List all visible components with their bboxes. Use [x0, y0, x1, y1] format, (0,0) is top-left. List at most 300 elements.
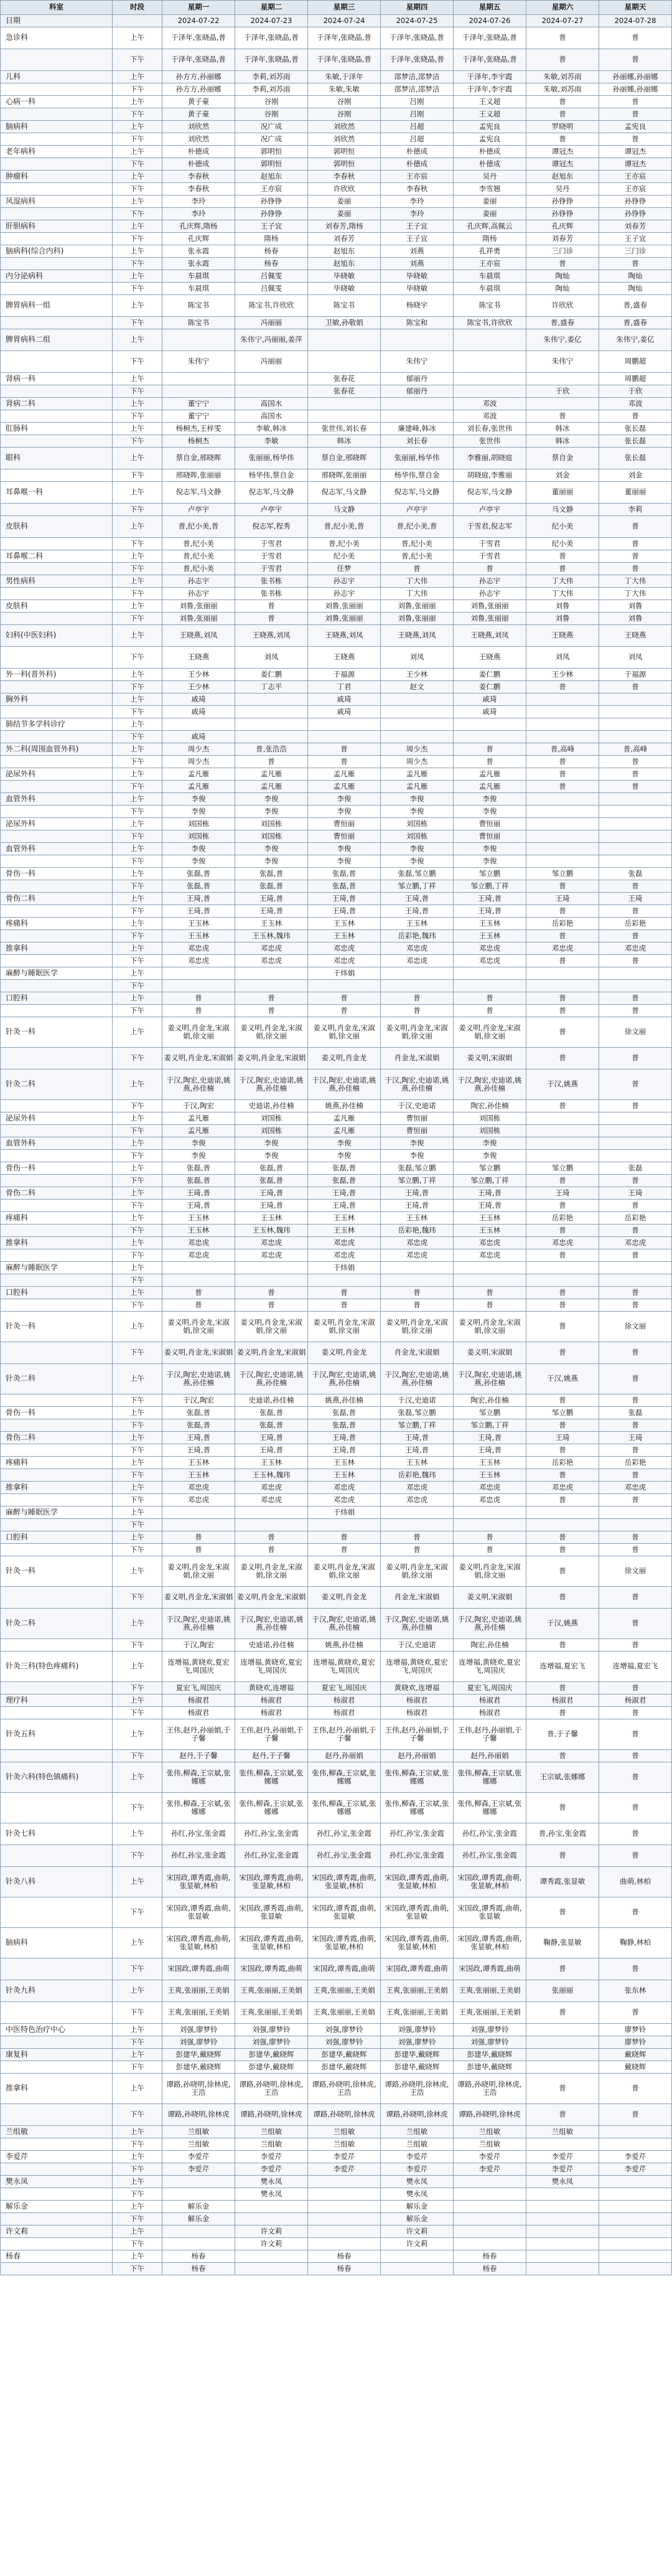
schedule-row	[1, 1793, 672, 1823]
duty-cell: 刘强,廖梦铃	[381, 2036, 454, 2049]
duty-cell: 普	[454, 992, 526, 1005]
duty-cell: 解乐金	[162, 2213, 235, 2226]
slot-cell: 下午	[113, 830, 162, 843]
duty-cell: 普	[526, 1587, 599, 1609]
duty-cell: 于汉,陶宏,史迪诺,姚燕,孙佳楠	[162, 1364, 235, 1394]
duty-cell: 廉建峰,韩冰	[381, 423, 454, 435]
duty-cell: 张伟,柳森,王宗斌,张娜娜	[381, 1793, 454, 1823]
schedule-row	[1, 270, 672, 283]
dept-cell: 血管外科	[1, 1137, 113, 1150]
dept-cell	[1, 1682, 113, 1695]
duty-cell: 罗晓明	[526, 121, 599, 133]
duty-cell	[454, 2176, 526, 2188]
duty-cell: 普	[599, 1364, 672, 1394]
duty-cell: 王琦,普	[235, 1432, 308, 1444]
duty-cell: 邹立鹏	[454, 1407, 526, 1419]
duty-cell: 邓忠虎	[235, 1494, 308, 1507]
duty-cell: 普	[526, 768, 599, 781]
duty-cell: 陈宝书,许欣欣	[235, 295, 308, 317]
duty-cell: 王琦,普	[381, 1444, 454, 1457]
duty-cell: 朴德成	[381, 158, 454, 171]
dept-cell: 针灸六科(特色镇痛科)	[1, 1762, 113, 1793]
slot-cell: 上午	[113, 516, 162, 538]
schedule-row	[1, 1125, 672, 1137]
schedule-row	[1, 980, 672, 992]
duty-cell: 普	[599, 1719, 672, 1750]
dept-cell: 杨春	[1, 2250, 113, 2263]
schedule-row	[1, 893, 672, 905]
duty-cell: 姜义明,宋淑娟	[454, 1587, 526, 1609]
duty-cell: 王琦	[599, 1187, 672, 1200]
duty-cell	[235, 693, 308, 706]
schedule-row	[1, 245, 672, 258]
duty-cell: 普	[526, 1639, 599, 1652]
duty-cell: 刘国栋	[235, 818, 308, 830]
duty-cell	[454, 2188, 526, 2201]
duty-cell: 肖金龙,宋淑娟	[381, 1048, 454, 1069]
duty-cell: 黄子豪	[162, 96, 235, 108]
duty-cell	[526, 2263, 599, 2275]
schedule-row	[1, 1394, 672, 1407]
duty-cell: 韩冰	[308, 435, 381, 448]
duty-cell	[308, 1519, 381, 1531]
duty-cell: 刘金	[599, 469, 672, 482]
duty-cell	[599, 2201, 672, 2213]
duty-cell: 姜义明,肖金龙,宋淑娟	[235, 1342, 308, 1364]
schedule-row	[1, 992, 672, 1005]
slot-cell: 下午	[113, 1249, 162, 1262]
schedule-row	[1, 1005, 672, 1017]
duty-cell: 丁大伟	[381, 575, 454, 588]
duty-cell: 普	[526, 1469, 599, 1482]
duty-cell	[526, 718, 599, 731]
duty-cell: 于雪君	[235, 538, 308, 550]
dept-cell	[1, 1005, 113, 1017]
duty-cell: 黄晓欢,连增福	[235, 1682, 308, 1695]
duty-cell: 普	[526, 96, 599, 108]
dept-cell: 骨伤二科	[1, 1432, 113, 1444]
duty-cell: 史迪诺,孙佳楠	[235, 1100, 308, 1112]
duty-cell	[381, 731, 454, 743]
duty-cell: 杨淑君	[308, 1695, 381, 1707]
duty-cell: 普	[526, 1419, 599, 1432]
schedule-row	[1, 469, 672, 482]
duty-cell: 普	[526, 27, 599, 49]
duty-cell: 刘鲁,张丽丽	[381, 613, 454, 625]
duty-cell: 连增福,黄晓欢,夏宏飞,周国庆	[162, 1652, 235, 1682]
duty-cell: 刘强,廖梦铃	[308, 2036, 381, 2049]
duty-cell: 孙红,孙宝,张金霞	[308, 1823, 381, 1845]
duty-cell: 普	[599, 905, 672, 918]
duty-cell: 杨春	[162, 2263, 235, 2275]
schedule-row	[1, 1364, 672, 1394]
schedule-row	[1, 613, 672, 625]
duty-cell: 李俊	[381, 1137, 454, 1150]
schedule-row	[1, 563, 672, 575]
dept-cell	[1, 1639, 113, 1652]
schedule-row	[1, 435, 672, 448]
duty-cell	[599, 1125, 672, 1137]
duty-cell: 普,纪小美	[162, 550, 235, 563]
schedule-row	[1, 329, 672, 351]
duty-cell: 王爽,张丽丽,王美娟	[454, 1980, 526, 2002]
duty-cell: 许欣欣	[526, 295, 599, 317]
duty-cell: 王爽,张丽丽,王美娟	[381, 1980, 454, 2002]
duty-cell: 王琦,普	[454, 905, 526, 918]
duty-cell: 王琦	[599, 1432, 672, 1444]
duty-cell: 姜义明,肖金龙,宋淑娟,徐文丽	[454, 1556, 526, 1587]
duty-cell: 樊永凤	[235, 2176, 308, 2188]
duty-cell: 王少林	[162, 681, 235, 693]
duty-cell: 张磊,普	[162, 1419, 235, 1432]
duty-cell: 刘鲁,张丽丽	[162, 600, 235, 613]
duty-cell: 普	[381, 1005, 454, 1017]
duty-cell: 于炜娟	[308, 1507, 381, 1519]
duty-cell: 普	[599, 2074, 672, 2104]
duty-cell: 于雪君	[235, 550, 308, 563]
duty-cell: 李莉,刘苏雨	[235, 71, 308, 83]
duty-cell: 宋国政,谭秀霞,曲萌	[235, 1958, 308, 1980]
duty-cell: 普	[599, 1299, 672, 1312]
duty-cell: 普	[599, 1100, 672, 1112]
duty-cell: 卢亭宇	[381, 504, 454, 516]
duty-cell: 邓忠虎	[381, 1249, 454, 1262]
duty-cell: 杨春	[235, 245, 308, 258]
schedule-row	[1, 1112, 672, 1125]
duty-cell: 谭冠杰	[526, 146, 599, 158]
schedule-row	[1, 1274, 672, 1287]
slot-cell: 下午	[113, 756, 162, 768]
duty-cell: 普,盛春	[599, 295, 672, 317]
duty-cell	[599, 706, 672, 718]
dept-cell: 急诊科	[1, 27, 113, 49]
duty-cell: 张磊,普	[235, 880, 308, 893]
dept-cell: 骨伤一科	[1, 868, 113, 880]
dept-cell	[1, 1519, 113, 1531]
duty-cell: 普	[599, 781, 672, 793]
duty-cell: 邓忠虎	[235, 1237, 308, 1249]
duty-cell: 张永霞	[162, 258, 235, 270]
schedule-row	[1, 195, 672, 208]
duty-cell: 王玉林,魏玮	[235, 1225, 308, 1237]
duty-cell: 普	[308, 1299, 381, 1312]
duty-cell: 张世伟,刘长春	[308, 423, 381, 435]
duty-cell: 孙红,孙宝,张金霞	[381, 1823, 454, 1845]
duty-cell: 王玉林	[454, 1225, 526, 1237]
schedule-row	[1, 2213, 672, 2226]
duty-cell: 普	[526, 992, 599, 1005]
duty-cell: 陶宏,孙佳楠	[454, 1394, 526, 1407]
duty-cell	[526, 2201, 599, 2213]
duty-cell: 普	[308, 743, 381, 756]
duty-cell: 张磊,普	[162, 868, 235, 880]
duty-cell	[235, 385, 308, 398]
duty-cell	[162, 385, 235, 398]
header-mon: 星期一	[162, 1, 235, 15]
duty-cell	[599, 2226, 672, 2238]
duty-cell	[599, 2188, 672, 2201]
schedule-row	[1, 2226, 672, 2238]
duty-cell: 王伟,赵丹,孙丽娟,于子馨	[454, 1719, 526, 1750]
duty-cell: 普	[381, 1544, 454, 1556]
duty-cell	[308, 2226, 381, 2238]
duty-cell: 姜义明,肖金龙,宋淑娟	[235, 1048, 308, 1069]
dept-cell: 耳鼻喉一科	[1, 482, 113, 504]
slot-cell: 上午	[113, 1457, 162, 1469]
duty-cell	[308, 2176, 381, 2188]
duty-cell: 邓忠虎	[381, 942, 454, 955]
slot-cell: 上午	[113, 818, 162, 830]
duty-cell	[526, 2049, 599, 2061]
duty-cell: 普	[599, 1200, 672, 1212]
duty-cell: 王琦,普	[454, 893, 526, 905]
duty-cell: 王琦,普	[162, 1187, 235, 1200]
slot-cell: 上午	[113, 868, 162, 880]
duty-cell: 王琦,普	[308, 893, 381, 905]
duty-cell	[381, 398, 454, 410]
duty-cell: 于炜娟	[308, 967, 381, 980]
duty-cell: 普	[599, 1609, 672, 1639]
schedule-row	[1, 2176, 672, 2188]
duty-cell: 普	[526, 1100, 599, 1112]
schedule-row	[1, 283, 672, 295]
schedule-row	[1, 1587, 672, 1609]
dept-cell	[1, 410, 113, 423]
slot-cell: 上午	[113, 550, 162, 563]
schedule-row	[1, 1845, 672, 1867]
duty-cell: 王玉林	[308, 918, 381, 930]
schedule-row	[1, 423, 672, 435]
dept-cell: 理疗科	[1, 1695, 113, 1707]
schedule-row	[1, 1980, 672, 2002]
duty-cell: 于汉,陶宏,史迪诺,姚燕,孙佳楠	[162, 1609, 235, 1639]
duty-cell: 倪志军,马文静	[235, 482, 308, 504]
schedule-row	[1, 806, 672, 818]
duty-cell: 陶宏,孙佳楠	[454, 1639, 526, 1652]
dept-cell: 针灸五科	[1, 1719, 113, 1750]
dept-cell	[1, 158, 113, 171]
duty-cell: 王玉林	[308, 1469, 381, 1482]
duty-cell: 姜义明,肖金龙,宋淑娟,徐文丽	[308, 1312, 381, 1342]
duty-cell: 普	[599, 1048, 672, 1069]
schedule-row	[1, 96, 672, 108]
duty-cell: 王琦,普	[235, 1444, 308, 1457]
duty-cell: 张伟,柳森,王宗斌,张娜娜	[454, 1793, 526, 1823]
duty-cell: 普	[526, 1017, 599, 1048]
dept-cell: 针灸八科	[1, 1867, 113, 1897]
schedule-row	[1, 718, 672, 731]
duty-cell: 李俊	[454, 1150, 526, 1162]
schedule-row	[1, 504, 672, 516]
duty-cell: 普	[454, 1299, 526, 1312]
schedule-row	[1, 2126, 672, 2138]
duty-cell: 王琦,普	[381, 893, 454, 905]
duty-cell	[526, 843, 599, 855]
duty-cell: 普	[162, 992, 235, 1005]
duty-cell: 宋国政,谭秀霞,曲萌,张显敏	[454, 1897, 526, 1928]
duty-cell: 孙铮铮	[235, 195, 308, 208]
duty-cell: 卫敏,孙敬娟	[308, 317, 381, 329]
duty-cell: 王晓燕,刘凤	[308, 625, 381, 647]
duty-cell	[235, 373, 308, 385]
duty-cell: 孟凡雁	[162, 781, 235, 793]
duty-cell	[454, 2201, 526, 2213]
duty-cell	[526, 830, 599, 843]
slot-cell: 上午	[113, 625, 162, 647]
schedule-row	[1, 373, 672, 385]
dept-cell	[1, 2163, 113, 2176]
duty-cell: 冯丽丽	[235, 317, 308, 329]
dept-cell	[1, 1793, 113, 1823]
duty-cell: 刘鲁,张丽丽	[381, 600, 454, 613]
slot-cell: 上午	[113, 2226, 162, 2238]
duty-cell: 于欣	[599, 385, 672, 398]
dept-cell: 肾病二科	[1, 398, 113, 410]
duty-cell: 赵丹,孙丽娟	[454, 1750, 526, 1762]
dept-cell: 耳鼻喉二科	[1, 550, 113, 563]
duty-cell: 王伟,赵丹,孙丽娟,于子馨	[308, 1719, 381, 1750]
dept-cell	[1, 317, 113, 329]
schedule-row	[1, 588, 672, 600]
slot-cell: 上午	[113, 2151, 162, 2163]
schedule-row	[1, 1137, 672, 1150]
duty-cell	[526, 1519, 599, 1531]
slot-cell: 上午	[113, 1652, 162, 1682]
duty-cell	[599, 855, 672, 868]
schedule-row	[1, 743, 672, 756]
duty-cell: 姜义明,肖金龙	[308, 1587, 381, 1609]
duty-cell: 孙丽娜,孙丽娜	[599, 71, 672, 83]
duty-cell: 戚琦	[454, 706, 526, 718]
duty-cell: 普	[599, 1544, 672, 1556]
slot-cell: 上午	[113, 398, 162, 410]
duty-cell: 蔡自金	[526, 448, 599, 469]
duty-cell: 邓忠虎	[308, 1249, 381, 1262]
duty-cell: 刘春芳	[526, 233, 599, 245]
duty-cell	[599, 693, 672, 706]
duty-cell: 普	[526, 905, 599, 918]
schedule-row	[1, 108, 672, 121]
duty-cell	[308, 410, 381, 423]
duty-cell: 李玲	[162, 208, 235, 220]
duty-cell: 李俊	[235, 806, 308, 818]
duty-cell	[162, 2188, 235, 2201]
duty-cell: 杨淑君	[454, 1707, 526, 1719]
header-slot: 时段	[113, 1, 162, 15]
dept-cell	[1, 1150, 113, 1162]
dept-cell: 内分泌病科	[1, 270, 113, 283]
duty-cell: 普	[526, 1845, 599, 1867]
dept-cell	[1, 880, 113, 893]
duty-cell: 彭建华,戴晓辉	[308, 2061, 381, 2074]
duty-cell	[162, 1519, 235, 1531]
duty-cell: 曹恒丽	[454, 818, 526, 830]
slot-cell: 上午	[113, 718, 162, 731]
duty-cell: 孟凡雁	[162, 1125, 235, 1137]
duty-cell: 倪志军,马文静	[308, 482, 381, 504]
duty-cell: 史迪诺,孙佳楠	[235, 1639, 308, 1652]
dept-cell: 肾病一科	[1, 373, 113, 385]
duty-cell: 普	[235, 992, 308, 1005]
slot-cell: 下午	[113, 183, 162, 195]
duty-cell: 于汉,陶宏,史迪诺,姚燕,孙佳楠	[454, 1364, 526, 1394]
duty-cell: 李俊	[454, 1137, 526, 1150]
slot-cell: 下午	[113, 2138, 162, 2151]
slot-cell: 上午	[113, 1928, 162, 1958]
duty-cell: 姜仁鹏	[454, 669, 526, 681]
duty-cell: 普	[526, 2104, 599, 2126]
duty-cell: 郁丽丹	[381, 385, 454, 398]
dept-cell	[1, 2263, 113, 2275]
slot-cell: 上午	[113, 1364, 162, 1394]
duty-cell: 普,高峰	[599, 743, 672, 756]
duty-cell: 黄晓欢,连增福	[381, 1682, 454, 1695]
dept-cell	[1, 1200, 113, 1212]
dept-cell: 外一科(普外科)	[1, 669, 113, 681]
duty-cell	[526, 2138, 599, 2151]
duty-cell: 普	[235, 1299, 308, 1312]
slot-cell: 上午	[113, 27, 162, 49]
duty-cell: 普	[599, 133, 672, 146]
slot-cell: 上午	[113, 1069, 162, 1100]
slot-cell: 下午	[113, 2163, 162, 2176]
dept-cell	[1, 980, 113, 992]
duty-cell: 郭明恒	[308, 146, 381, 158]
duty-cell: 王少林	[162, 669, 235, 681]
dept-cell: 兰组敏	[1, 2126, 113, 2138]
duty-cell	[599, 2263, 672, 2275]
duty-cell: 孙丽娜,孙丽娜	[599, 83, 672, 96]
duty-cell: 况广成	[235, 133, 308, 146]
duty-cell: 三门诊	[599, 245, 672, 258]
dept-cell	[1, 806, 113, 818]
duty-cell: 普	[526, 1682, 599, 1695]
schedule-row	[1, 2002, 672, 2024]
duty-cell: 黄子豪	[162, 108, 235, 121]
duty-cell: 杨华伟,蔡自金	[235, 469, 308, 482]
duty-cell: 普	[526, 1556, 599, 1587]
duty-cell: 普	[526, 108, 599, 121]
slot-cell: 上午	[113, 1867, 162, 1897]
dept-cell: 麻醉与睡眠医学	[1, 1507, 113, 1519]
duty-cell: 谭路,孙晓明,徐林虎	[308, 2104, 381, 2126]
duty-cell	[599, 1137, 672, 1150]
schedule-row	[1, 1494, 672, 1507]
duty-cell: 岳彩艳	[526, 1212, 599, 1225]
duty-cell: 肖金龙,宋淑娟	[381, 1587, 454, 1609]
slot-cell: 下午	[113, 1845, 162, 1867]
slot-cell: 上午	[113, 843, 162, 855]
duty-cell: 刘凤	[599, 647, 672, 669]
date-tue: 2024-07-23	[235, 15, 308, 27]
header-row	[1, 1, 672, 15]
duty-cell: 赵丹,孙丽娟	[381, 1750, 454, 1762]
dept-cell: 樊永凤	[1, 2176, 113, 2188]
duty-cell: 姜义明,肖金龙,宋淑娟,徐文丽	[381, 1017, 454, 1048]
dept-cell	[1, 1274, 113, 1287]
duty-cell	[454, 1262, 526, 1274]
duty-cell: 李莉,刘苏雨	[235, 83, 308, 96]
duty-cell	[308, 351, 381, 373]
dept-cell: 口腔科	[1, 992, 113, 1005]
schedule-row	[1, 955, 672, 967]
schedule-row	[1, 830, 672, 843]
duty-cell: 张磊	[599, 1407, 672, 1419]
dept-cell	[1, 208, 113, 220]
duty-cell	[526, 373, 599, 385]
duty-cell: 邹立鹏,丁祥	[381, 880, 454, 893]
duty-cell: 普	[599, 880, 672, 893]
